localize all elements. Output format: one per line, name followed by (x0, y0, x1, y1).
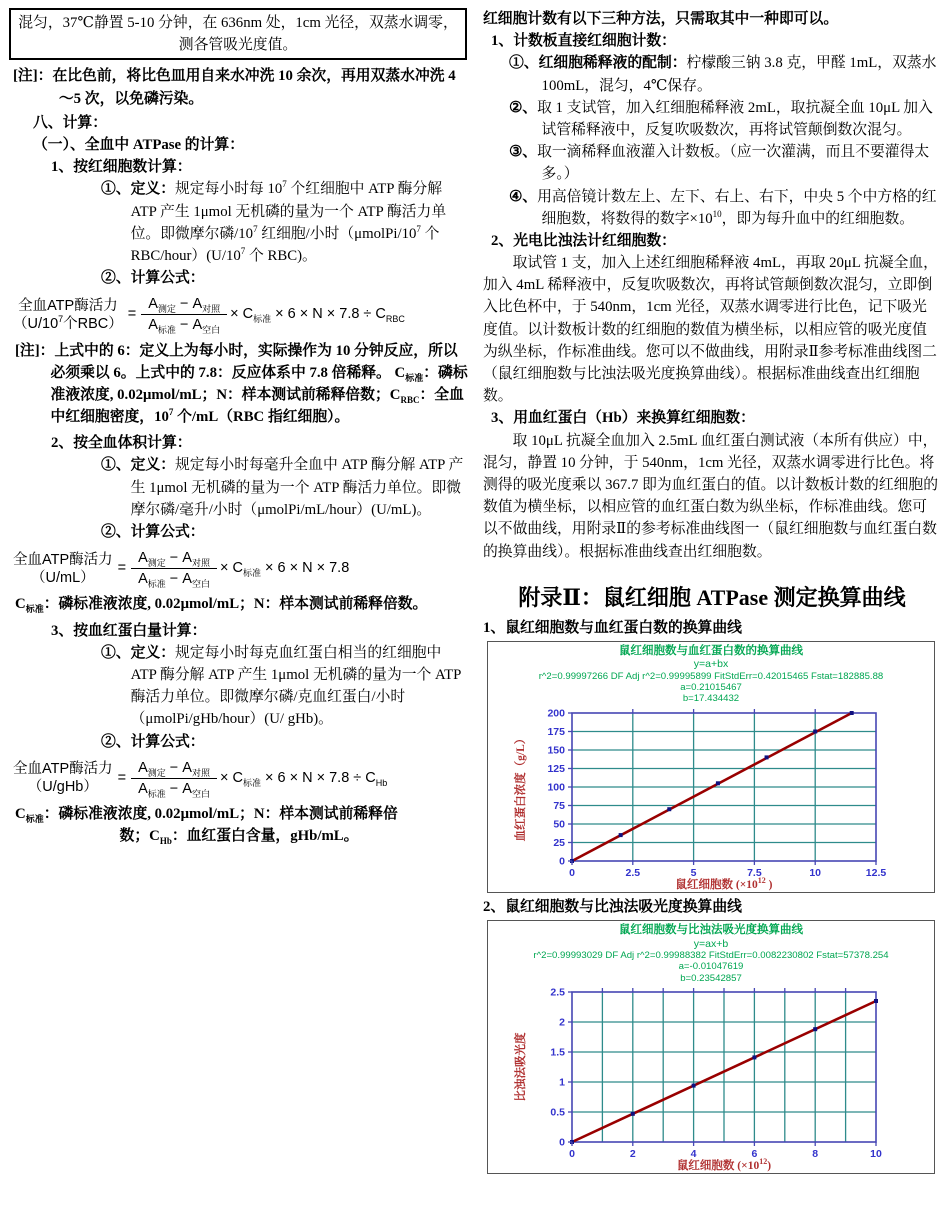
formula-note-hemoglobin-line1: $C_{标准}$：磷标准液浓度, 0.02μmol/mL；N：样本测试前稀释倍 (15, 806, 398, 824)
heading-by-volume: 2、按全血体积计算： (51, 435, 192, 452)
formula-label-volume (101, 521, 469, 543)
definition-label: ①、定义： (101, 181, 175, 198)
fraction-numerator: $A_{测定} - A_{对照}$ (138, 550, 210, 569)
list-item-tube (509, 97, 941, 141)
heading-hemocytometer-count: 1、计数板直接红细胞计数： (491, 33, 676, 50)
fraction-denominator: $A_{标准} - A_{空白}$ (131, 568, 217, 589)
formula-tail: × $C_{标准} \times 6 \times N \times 7.8$ (220, 559, 350, 578)
chart-2-header (488, 924, 934, 984)
formula-note-rbc: [注]：上式中的 6：定义上为每小时，实际操作为 10 分钟反应，所以必须乘以 6。上式中的 7.8：反应体系中 7.8 倍稀释。 $C_{标准}$：磷标准液浓度, 0.02μmol/mL；N：样本测试前稀释倍数；$C_{RBC}$：全血中红细胞密度，$10^7$ 个/mL（RBC 指红细胞）。 (15, 342, 468, 426)
formula-fraction (131, 548, 217, 589)
item-text: 柠檬酸三钠 3.8 克，甲醛 1mL，双蒸水 100mL，混匀，4℃保存。 (541, 55, 937, 94)
list-item-fill-board (509, 141, 941, 185)
svg-text:125: 125 (547, 762, 565, 775)
svg-text:0: 0 (569, 1147, 575, 1160)
formula-lhs (13, 760, 113, 796)
svg-text:50: 50 (553, 818, 565, 831)
fraction-numerator: $A_{测定} - A_{对照}$ (138, 759, 210, 778)
list-item-count-squares (509, 186, 941, 230)
chart-1-canvas (488, 705, 930, 891)
svg-text:4: 4 (690, 1147, 697, 1160)
equals-sign: = (117, 559, 127, 576)
definition-by-volume (101, 454, 469, 521)
svg-text:0.5: 0.5 (550, 1106, 565, 1119)
svg-text:175: 175 (547, 725, 565, 738)
svg-text:2: 2 (629, 1147, 636, 1160)
svg-text:2.5: 2.5 (550, 986, 565, 999)
figure-1-chart (487, 641, 935, 893)
left-column (9, 8, 469, 1177)
item-label: ③、 (509, 144, 538, 161)
chart-equation: y=ax+b (693, 937, 729, 950)
svg-text:6: 6 (751, 1147, 758, 1160)
formula-label-hemoglobin (101, 731, 469, 753)
svg-text:比浊法吸光度: 比浊法吸光度 (515, 1032, 527, 1102)
heading-turbidimetry-count: 2、光电比浊法计红细胞数： (491, 232, 676, 249)
svg-text:10: 10 (870, 1147, 882, 1160)
chart-1-header (488, 645, 934, 705)
formula-note-hemoglobin-line2: 数；$C_{Hb}$：血红蛋白含量，gHb/mL。 (119, 828, 359, 847)
definition-by-hemoglobin (101, 642, 469, 731)
formula-lhs-line2: （U/gHb） (27, 779, 98, 796)
mix-instruction-box (9, 8, 467, 60)
svg-text:0: 0 (559, 855, 565, 868)
fraction-denominator: $A_{标准} - A_{空白}$ (141, 314, 227, 335)
turbidimetry-paragraph: 取试管 1 支，加入上述红细胞稀释液 4mL，再取 20μL 抗凝全血，加入 4mL 稀释液中，反复吹吸数次，再将试管颠倒数次混匀，立即倒入比色杯中，于 540nm，1cm 光径，双蒸水调零进行比色，记下吸光度值。以计数板计数的红细胞的数值为横坐标，以相应管的吸光度值为纵坐标，作标准曲线。您可以不做曲线，用附录Ⅱ参考标准曲线图二（鼠红细胞数与比浊法吸光度换算曲线）。根据标准曲线查出红细胞数。 (483, 255, 938, 405)
formula-lhs-line1: 全血ATP酶活力 (18, 297, 118, 314)
right-column (483, 8, 941, 1177)
formula-label-text: ②、计算公式： (101, 524, 205, 540)
chart-equation: y=a+bx (693, 658, 729, 671)
formula-label-text: ②、计算公式： (101, 733, 205, 750)
colorimetry-note: [注]：在比色前，将比色皿用自来水冲洗 10 余次，再用双蒸水冲洗 4～5 次，以免磷污染。 (13, 68, 456, 107)
svg-text:鼠红细胞数 (×1012 ): 鼠红细胞数 ($\times 10^{12}$ ) (675, 875, 773, 891)
formula-label-text: ②、计算公式： (101, 270, 205, 287)
chart-param-a: a=0.21015467 (680, 682, 742, 694)
heading-whole-blood-atpase: （一）、全血中 ATPase 的计算： (33, 136, 244, 153)
definition-label: ①、定义： (101, 644, 175, 661)
svg-text:8: 8 (812, 1147, 819, 1160)
item-text: 取一滴稀释血液灌入计数板。（应一次灌满，而且不要灌得太多。） (537, 144, 930, 183)
chart-title: 鼠红细胞数与比浊法吸光度换算曲线 (619, 923, 803, 936)
formula-atpase-per-rbc (13, 294, 469, 335)
item-text: 取 1 支试管，加入红细胞稀释液 2mL，取抗凝全血 10μL 加入试管稀释液中，反复吹吸数次，再将试管颠倒数次混匀。 (537, 99, 933, 138)
svg-text:150: 150 (547, 744, 565, 757)
svg-text:200: 200 (547, 707, 565, 720)
definition-text: 规定每小时每克血红蛋白相当的红细胞中 ATP 酶分解 ATP 产生 1μmol 无机磷的量为一个 ATP 酶活力单位。即微摩尔磷/克血红蛋白/小时（μmolPi/gHb/hour）(U/ gHb)。 (130, 644, 461, 728)
formula-note-volume: $C_{标准}$：磷标准液浓度, 0.02μmol/mL；N：样本测试前稀释倍数。 (15, 596, 428, 615)
fraction-denominator: $A_{标准} - A_{空白}$ (131, 778, 217, 799)
definition-by-rbc (101, 178, 469, 267)
figure-1-heading: 1、鼠红细胞数与血红蛋白数的换算曲线 (483, 619, 742, 636)
heading-hemoglobin-conversion: 3、用血红蛋白（Hb）来换算红细胞数： (491, 410, 755, 427)
heading-by-rbc-count: 1、按红细胞数计算： (51, 159, 192, 176)
formula-atpase-per-ml (13, 548, 469, 589)
formula-lhs-line2: （U/mL） (30, 569, 95, 586)
definition-text: 规定每小时每毫升全血中 ATP 酶分解 ATP 产生 1μmol 无机磷的量为一个 ATP 酶活力单位。即微摩尔磷/毫升/小时（μmolPi/mL/hour）(U/mL)。 (130, 457, 464, 518)
formula-lhs-line1: 全血ATP酶活力 (13, 761, 113, 778)
appendix-title: 附录Ⅱ：鼠红细胞 ATPase 测定换算曲线 (518, 584, 906, 610)
formula-fraction (131, 758, 217, 799)
item-label: ②、 (509, 99, 538, 116)
svg-text:10: 10 (809, 866, 822, 879)
svg-text:0: 0 (559, 1136, 565, 1149)
chart-2-canvas (488, 984, 930, 1172)
list-item-diluent (509, 52, 941, 96)
svg-text:7.5: 7.5 (747, 866, 762, 879)
chart-fit-stats: r^2=0.99993029 DF Adj r^2=0.99988382 FitStdErr=0.0082230802 Fstat=57378.254 (533, 949, 889, 961)
chart-param-a: a=-0.01047619 (678, 961, 744, 973)
svg-text:鼠红细胞数 (×1012): 鼠红细胞数 $(\times 10^{12})$ (676, 1156, 772, 1172)
equals-sign: = (117, 769, 127, 786)
formula-lhs (13, 551, 113, 587)
chart-param-b: b=17.434432 (682, 693, 740, 705)
svg-text:100: 100 (547, 781, 565, 794)
fraction-numerator: $A_{测定} - A_{对照}$ (148, 296, 221, 315)
formula-lhs (13, 297, 123, 333)
svg-text:2: 2 (559, 1016, 565, 1029)
definition-text: 规定每小时每 $10^7$ 个红细胞中 ATP 酶分解 ATP 产生 1μmol 无机磷的量为一个 ATP 酶活力单位。即微摩尔磷$/10^7$ 红细胞/小时（$\mu molPi/10^7$ 个 RBC/$hour)(U/10^7$ 个 RBC)。 (130, 179, 447, 264)
mix-instruction-text: 混匀，37℃静置 5-10 分钟，在 636nm 处，1cm 光径，双蒸水调零，测各管吸光度值。 (18, 15, 458, 54)
formula-label-rbc (101, 267, 469, 289)
definition-label: ①、定义： (101, 457, 175, 474)
figure-2-heading: 2、鼠红细胞数与比浊法吸光度换算曲线 (483, 898, 742, 915)
formula-tail: × $C_{标准} \times 6 \times N \times 7.8 \div C_{RBC}$ (230, 306, 405, 324)
heading-calculation: 八、计算： (33, 114, 107, 131)
formula-tail: × $C_{标准} \times 6 \times N \times 7.8 \div C_{Hb}$ (220, 769, 388, 788)
figure-2-chart (487, 920, 935, 1174)
svg-text:血红蛋白浓度（g/L）: 血红蛋白浓度（g/L） (515, 732, 527, 842)
item-label: ①、红细胞稀释液的配制： (509, 55, 687, 72)
chart-fit-stats: r^2=0.99997266 DF Adj r^2=0.99995899 FitStdErr=0.42015465 Fstat=182885.88 (538, 670, 884, 682)
item-label: ④、 (509, 188, 538, 205)
svg-text:0: 0 (569, 866, 575, 879)
formula-fraction (141, 294, 227, 335)
rbc-count-intro: 红细胞计数有以下三种方法，只需取其中一种即可以。 (483, 11, 839, 27)
svg-text:2.5: 2.5 (625, 866, 641, 879)
formula-atpase-per-ghb (13, 758, 469, 799)
item-text: 用高倍镜计数左上、左下、右上、右下，中央 5 个中方格的红细胞数，将数得的数字$\times 10^{10}$，即为每升血中的红细胞数。 (537, 188, 937, 227)
chart-title: 鼠红细胞数与血红蛋白数的换算曲线 (619, 644, 803, 657)
heading-by-hemoglobin: 3、按血红蛋白量计算： (51, 622, 207, 639)
svg-text:25: 25 (553, 836, 565, 849)
svg-text:5: 5 (690, 866, 697, 879)
hemoglobin-paragraph: 取 10μL 抗凝全血加入 2.5mL 血红蛋白测试液（本所有供应）中，混匀，静置 10 分钟，于 540nm，1cm 光径，双蒸水调零进行比色。将测得的吸光度乘以 367.7 即为血红蛋白的值。以计数板计数的红细胞的数值为横坐标，以相应管的血红蛋白数为纵坐标，作标准曲线。您可以不做曲线，用附录Ⅱ的参考标准曲线图一（鼠红细胞数与血红蛋白数的换算曲线）。根据标准曲线查出红细胞数。 (483, 432, 939, 560)
svg-text:1.5: 1.5 (550, 1046, 565, 1059)
formula-lhs-line2: （$U/10^7$个RBC） (13, 314, 123, 332)
equals-sign: = (127, 306, 137, 322)
svg-text:1: 1 (559, 1076, 565, 1089)
svg-text:12.5: 12.5 (865, 866, 887, 879)
formula-lhs-line1: 全血ATP酶活力 (13, 551, 113, 568)
chart-param-b: b=0.23542857 (680, 972, 742, 984)
svg-text:75: 75 (553, 799, 565, 812)
